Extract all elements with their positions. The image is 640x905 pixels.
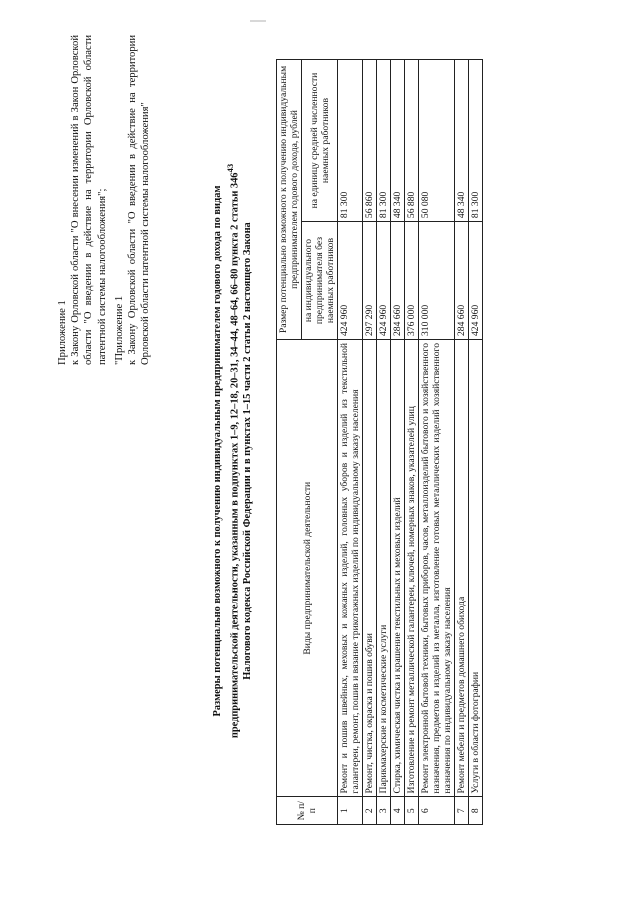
header-no-workers: на индивидуального предпринимателя без наемных работников	[302, 222, 338, 340]
header-number: № п/п	[277, 797, 338, 825]
row-income-per-worker: 48 340	[455, 60, 469, 222]
document-heading	[212, 81, 255, 821]
heading-line-2-text: предпринимательской деятельности, указанным в подпунктах 1–9, 12–18, 20–31, 34–44, 48–64, 66–80 пункта 2 статьи 346	[229, 172, 241, 739]
heading-line-2-sup: 43	[225, 163, 236, 173]
row-income-no-workers: 424 960	[469, 222, 483, 340]
row-number: 5	[405, 797, 419, 825]
table-row	[455, 60, 469, 825]
header-row-1	[277, 60, 302, 825]
appendix-text-1: к Закону Орловской области "О внесении изменений в Закон Орловской области "О введении в действие на территории Орловской области патентной системы налогообложения";	[70, 35, 108, 365]
appendix-title: Приложение 1	[57, 300, 68, 365]
row-income-per-worker: 56 860	[363, 60, 377, 222]
table-row	[405, 60, 419, 825]
table-row	[469, 60, 483, 825]
row-activity: Услуги в области фотографии	[469, 340, 483, 797]
table-row	[377, 60, 391, 825]
heading-line-2	[224, 81, 242, 821]
row-income-per-worker: 50 080	[419, 60, 455, 222]
row-activity: Парикмахерские и косметические услуги	[377, 340, 391, 797]
row-income-no-workers: 376 000	[405, 222, 419, 340]
header-per-worker: на единицу средней численности наемных работников	[302, 60, 338, 222]
row-activity: Ремонт мебели и предметов домашнего обихода	[455, 340, 469, 797]
row-number: 2	[363, 797, 377, 825]
row-income-no-workers: 424 960	[377, 222, 391, 340]
income-table	[276, 59, 483, 825]
header-income-group: Размер потенциально возможного к получению индивидуальным предпринимателем годового дохода, рублей	[277, 60, 302, 340]
row-activity: Ремонт электронной бытовой техники, бытовых приборов, часов, металлоизделий бытового и хозяйственного назначения, предметов и изделий из металла, изготовление готовых металлических изделий хозяйственного назначения по индивидуальному заказу населения	[419, 340, 455, 797]
row-number: 6	[419, 797, 455, 825]
row-income-no-workers: 424 960	[338, 222, 363, 340]
heading-line-3: Налогового кодекса Российской Федерации и в пунктах 1–15 части 2 статьи 2 настоящего Закона	[242, 222, 254, 680]
row-income-no-workers: 284 660	[455, 222, 469, 340]
row-income-no-workers: 297 290	[363, 222, 377, 340]
heading-line-1: Размеры потенциально возможного к получению индивидуальным предпринимателем годового дохода по видам	[212, 185, 223, 717]
row-income-no-workers: 284 660	[391, 222, 405, 340]
row-activity: Стирка, химическая чистка и крашение текстильных и меховых изделий	[391, 340, 405, 797]
row-income-per-worker: 81 300	[469, 60, 483, 222]
row-activity: Изготовление и ремонт металлической галантереи, ключей, номерных знаков, указателей улиц	[405, 340, 419, 797]
row-number: 7	[455, 797, 469, 825]
appendix-text-2: к Закону Орловской области "О введении в действие на территории Орловской области патентной системы налогообложения"	[127, 35, 152, 365]
table-row	[391, 60, 405, 825]
header-activity: Виды предпринимательской деятельности	[277, 340, 338, 797]
row-activity: Ремонт, чистка, окраска и пошив обуви	[363, 340, 377, 797]
row-number: 4	[391, 797, 405, 825]
table-row	[338, 60, 363, 825]
row-income-no-workers: 310 000	[419, 222, 455, 340]
row-number: 1	[338, 797, 363, 825]
table-row	[419, 60, 455, 825]
appendix-quoted-title: "Приложение 1	[113, 295, 125, 365]
row-income-per-worker: 48 340	[391, 60, 405, 222]
appendix-block	[56, 35, 156, 365]
table-row	[363, 60, 377, 825]
row-income-per-worker: 56 880	[405, 60, 419, 222]
row-activity: Ремонт и пошив швейных, меховых и кожаных изделий, головных уборов и изделий из текстильной галантереи, ремонт, пошив и вязание трикотажных изделий по индивидуальному заказу населения	[338, 340, 363, 797]
row-number: 8	[469, 797, 483, 825]
row-number: 3	[377, 797, 391, 825]
row-income-per-worker: 81 300	[338, 60, 363, 222]
row-income-per-worker: 81 300	[377, 60, 391, 222]
